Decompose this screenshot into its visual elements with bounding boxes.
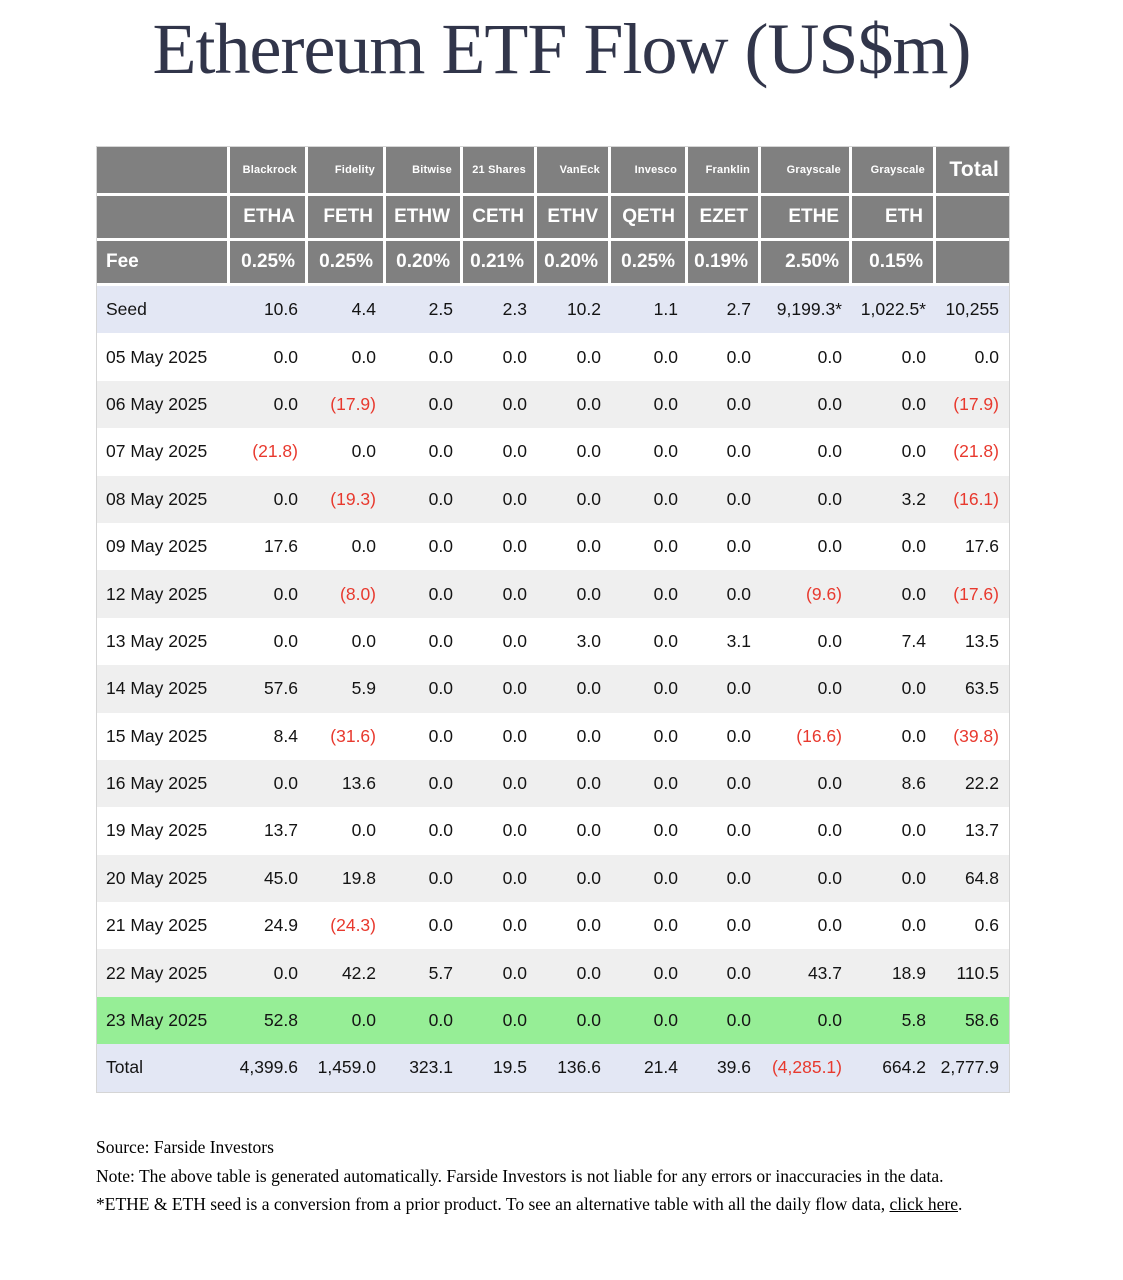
value-cell: 0.0 [688, 570, 761, 617]
table-row [97, 949, 1009, 996]
value-cell: 8.6 [852, 760, 936, 807]
value-cell: 0.0 [688, 381, 761, 428]
value-cell: 39.6 [688, 1044, 761, 1091]
value-cell: 0.0 [463, 902, 537, 949]
ticker-header: ETHE [761, 196, 852, 241]
value-cell: 0.0 [688, 807, 761, 854]
value-cell: 0.0 [761, 428, 852, 475]
value-cell: 0.0 [463, 713, 537, 760]
value-cell: 0.0 [463, 855, 537, 902]
value-cell: 0.0 [537, 523, 611, 570]
value-cell: 19.8 [308, 855, 386, 902]
row-label: 12 May 2025 [97, 570, 230, 617]
value-cell: 9,199.3* [761, 286, 852, 333]
value-cell: 13.6 [308, 760, 386, 807]
value-cell: 5.7 [386, 949, 463, 996]
value-cell: 0.0 [230, 476, 308, 523]
value-cell: 0.0 [611, 997, 688, 1044]
table-row [97, 333, 1009, 380]
source-text: Source: Farside Investors [96, 1136, 274, 1157]
row-total-cell: 64.8 [936, 855, 1009, 902]
row-label: 06 May 2025 [97, 381, 230, 428]
row-label: 05 May 2025 [97, 333, 230, 380]
table-row [97, 476, 1009, 523]
value-cell: 0.0 [611, 570, 688, 617]
value-cell: 0.0 [308, 428, 386, 475]
value-cell: 0.0 [761, 807, 852, 854]
table-row [97, 618, 1009, 665]
row-total-cell: 110.5 [936, 949, 1009, 996]
value-cell: 0.0 [688, 760, 761, 807]
fee-value: 0.15% [852, 241, 936, 286]
value-cell: 0.0 [537, 949, 611, 996]
value-cell: 0.0 [688, 665, 761, 712]
value-cell: 0.0 [386, 570, 463, 617]
footer [96, 1133, 1001, 1218]
fee-value: 0.20% [537, 241, 611, 286]
value-cell: 0.0 [537, 665, 611, 712]
fee-value: 0.25% [611, 241, 688, 286]
issuer-header: Bitwise [386, 147, 463, 196]
value-cell: 0.0 [386, 902, 463, 949]
issuer-header: Invesco [611, 147, 688, 196]
table-row-seed [97, 286, 1009, 333]
fee-row-label: Fee [97, 241, 230, 286]
value-cell: 0.0 [230, 333, 308, 380]
value-cell: 2.7 [688, 286, 761, 333]
value-cell: 0.0 [386, 807, 463, 854]
value-cell: 0.0 [688, 855, 761, 902]
issuer-header: Fidelity [308, 147, 386, 196]
row-label: 09 May 2025 [97, 523, 230, 570]
table-row-latest [97, 997, 1009, 1044]
value-cell: 0.0 [611, 618, 688, 665]
ticker-header: EZET [688, 196, 761, 241]
value-cell: 0.0 [611, 855, 688, 902]
row-label: 20 May 2025 [97, 855, 230, 902]
value-cell: 0.0 [463, 476, 537, 523]
table-row [97, 523, 1009, 570]
table-row [97, 381, 1009, 428]
value-cell: 42.2 [308, 949, 386, 996]
value-cell: 0.0 [688, 949, 761, 996]
value-cell: (9.6) [761, 570, 852, 617]
row-total-cell: 10,255 [936, 286, 1009, 333]
value-cell: 0.0 [308, 333, 386, 380]
value-cell: 0.0 [688, 713, 761, 760]
value-cell: (19.3) [308, 476, 386, 523]
value-cell: 5.9 [308, 665, 386, 712]
value-cell: 0.0 [611, 428, 688, 475]
row-total-cell: (17.9) [936, 381, 1009, 428]
value-cell: 0.0 [386, 381, 463, 428]
value-cell: 0.0 [537, 760, 611, 807]
value-cell: 0.0 [611, 902, 688, 949]
note-suffix: . [957, 1193, 963, 1214]
value-cell: 0.0 [308, 807, 386, 854]
value-cell: 0.0 [537, 428, 611, 475]
value-cell: 0.0 [761, 855, 852, 902]
value-cell: 5.8 [852, 997, 936, 1044]
value-cell: 0.0 [688, 523, 761, 570]
value-cell: 0.0 [463, 381, 537, 428]
value-cell: 18.9 [852, 949, 936, 996]
corner-cell [97, 196, 230, 241]
row-label: 23 May 2025 [97, 997, 230, 1044]
value-cell: 0.0 [230, 949, 308, 996]
table-row-total [97, 1044, 1009, 1091]
value-cell: 2.5 [386, 286, 463, 333]
value-cell: 0.0 [852, 807, 936, 854]
value-cell: 0.0 [611, 333, 688, 380]
row-total-cell: 2,777.9 [936, 1044, 1009, 1091]
value-cell: 0.0 [537, 997, 611, 1044]
value-cell: 0.0 [852, 428, 936, 475]
row-total-cell: (17.6) [936, 570, 1009, 617]
value-cell: 8.4 [230, 713, 308, 760]
value-cell: 0.0 [537, 902, 611, 949]
value-cell: 10.6 [230, 286, 308, 333]
value-cell: 43.7 [761, 949, 852, 996]
value-cell: 1.1 [611, 286, 688, 333]
value-cell: 13.7 [230, 807, 308, 854]
value-cell: (21.8) [230, 428, 308, 475]
row-label: 19 May 2025 [97, 807, 230, 854]
value-cell: 0.0 [386, 618, 463, 665]
table-row [97, 713, 1009, 760]
ticker-header: ETHA [230, 196, 308, 241]
value-cell: 0.0 [611, 665, 688, 712]
value-cell: 0.0 [463, 523, 537, 570]
value-cell: 0.0 [537, 333, 611, 380]
row-total-cell: 58.6 [936, 997, 1009, 1044]
value-cell: 0.0 [852, 333, 936, 380]
page-title: Ethereum ETF Flow (US$m) [152, 9, 971, 89]
row-total-cell: (39.8) [936, 713, 1009, 760]
value-cell: (4,285.1) [761, 1044, 852, 1091]
row-label: 16 May 2025 [97, 760, 230, 807]
value-cell: 0.0 [230, 570, 308, 617]
value-cell: 0.0 [688, 476, 761, 523]
value-cell: 0.0 [537, 381, 611, 428]
row-total-cell: 0.6 [936, 902, 1009, 949]
value-cell: 0.0 [463, 997, 537, 1044]
value-cell: 2.3 [463, 286, 537, 333]
value-cell: 1,022.5* [852, 286, 936, 333]
value-cell: 0.0 [761, 902, 852, 949]
value-cell: 7.4 [852, 618, 936, 665]
value-cell: 0.0 [761, 381, 852, 428]
value-cell: 0.0 [761, 333, 852, 380]
fee-value: 0.19% [688, 241, 761, 286]
fee-value: 0.21% [463, 241, 537, 286]
value-cell: 0.0 [852, 523, 936, 570]
value-cell: 21.4 [611, 1044, 688, 1091]
value-cell: 0.0 [230, 381, 308, 428]
table-row [97, 665, 1009, 712]
row-label: Total [97, 1044, 230, 1091]
value-cell: 0.0 [386, 997, 463, 1044]
value-cell: 0.0 [611, 713, 688, 760]
value-cell: 0.0 [537, 570, 611, 617]
value-cell: 0.0 [852, 902, 936, 949]
table-row [97, 855, 1009, 902]
value-cell: 0.0 [761, 665, 852, 712]
value-cell: 323.1 [386, 1044, 463, 1091]
row-label: 15 May 2025 [97, 713, 230, 760]
table-header [97, 147, 1009, 286]
value-cell: 0.0 [386, 855, 463, 902]
value-cell: (31.6) [308, 713, 386, 760]
table-row [97, 428, 1009, 475]
value-cell: 136.6 [537, 1044, 611, 1091]
value-cell: 0.0 [688, 997, 761, 1044]
issuer-header: 21 Shares [463, 147, 537, 196]
value-cell: 664.2 [852, 1044, 936, 1091]
ticker-header: FETH [308, 196, 386, 241]
value-cell: 0.0 [852, 665, 936, 712]
value-cell: 0.0 [230, 760, 308, 807]
value-cell: 0.0 [463, 570, 537, 617]
ticker-header: ETHV [537, 196, 611, 241]
row-total-cell: 13.5 [936, 618, 1009, 665]
row-total-cell: 0.0 [936, 333, 1009, 380]
value-cell: (16.6) [761, 713, 852, 760]
fee-value: 2.50% [761, 241, 852, 286]
value-cell: 10.2 [537, 286, 611, 333]
value-cell: 0.0 [761, 618, 852, 665]
row-label: 22 May 2025 [97, 949, 230, 996]
row-label: 13 May 2025 [97, 618, 230, 665]
row-label: 21 May 2025 [97, 902, 230, 949]
value-cell: 0.0 [386, 760, 463, 807]
value-cell: 0.0 [386, 476, 463, 523]
value-cell: (8.0) [308, 570, 386, 617]
value-cell: 0.0 [463, 618, 537, 665]
value-cell: 3.1 [688, 618, 761, 665]
value-cell: 0.0 [386, 523, 463, 570]
value-cell: 0.0 [852, 713, 936, 760]
ticker-header: QETH [611, 196, 688, 241]
value-cell: 0.0 [761, 760, 852, 807]
issuer-header: Grayscale [761, 147, 852, 196]
value-cell: 0.0 [463, 760, 537, 807]
value-cell: 0.0 [688, 428, 761, 475]
table-row [97, 570, 1009, 617]
value-cell: 0.0 [386, 665, 463, 712]
value-cell: 0.0 [463, 428, 537, 475]
value-cell: (17.9) [308, 381, 386, 428]
value-cell: 0.0 [537, 476, 611, 523]
value-cell: 0.0 [386, 713, 463, 760]
row-total-cell: (16.1) [936, 476, 1009, 523]
value-cell: 0.0 [611, 381, 688, 428]
issuer-header: Blackrock [230, 147, 308, 196]
value-cell: 0.0 [688, 902, 761, 949]
click-here-link[interactable]: click here [889, 1193, 958, 1214]
value-cell: 0.0 [761, 523, 852, 570]
value-cell: 0.0 [537, 807, 611, 854]
value-cell: 0.0 [761, 476, 852, 523]
value-cell: 0.0 [308, 523, 386, 570]
value-cell: 0.0 [611, 760, 688, 807]
value-cell: 0.0 [611, 476, 688, 523]
ticker-header: ETH [852, 196, 936, 241]
corner-cell [936, 196, 1009, 241]
value-cell: 45.0 [230, 855, 308, 902]
row-total-cell: 13.7 [936, 807, 1009, 854]
value-cell: 1,459.0 [308, 1044, 386, 1091]
value-cell: 0.0 [611, 523, 688, 570]
ticker-header: CETH [463, 196, 537, 241]
note-text [96, 1162, 1001, 1218]
row-label: Seed [97, 286, 230, 333]
value-cell: 0.0 [688, 333, 761, 380]
value-cell: 0.0 [463, 665, 537, 712]
fee-row [97, 241, 1009, 286]
table-body [97, 286, 1009, 1092]
value-cell: 0.0 [852, 855, 936, 902]
value-cell: 0.0 [386, 428, 463, 475]
fee-value: 0.25% [230, 241, 308, 286]
value-cell: 17.6 [230, 523, 308, 570]
value-cell: 57.6 [230, 665, 308, 712]
row-total-cell: 22.2 [936, 760, 1009, 807]
value-cell: 24.9 [230, 902, 308, 949]
value-cell: 0.0 [463, 333, 537, 380]
table-row [97, 807, 1009, 854]
row-total-cell: 17.6 [936, 523, 1009, 570]
fee-value: 0.25% [308, 241, 386, 286]
value-cell: 0.0 [852, 381, 936, 428]
value-cell: 4.4 [308, 286, 386, 333]
value-cell: 0.0 [463, 949, 537, 996]
row-total-cell: 63.5 [936, 665, 1009, 712]
value-cell: 0.0 [308, 618, 386, 665]
value-cell: 0.0 [537, 855, 611, 902]
row-label: 07 May 2025 [97, 428, 230, 475]
value-cell: 0.0 [611, 807, 688, 854]
value-cell: 4,399.6 [230, 1044, 308, 1091]
value-cell: 0.0 [386, 333, 463, 380]
value-cell: 0.0 [852, 570, 936, 617]
value-cell: 0.0 [611, 949, 688, 996]
ticker-header: ETHW [386, 196, 463, 241]
issuer-header-row [97, 147, 1009, 196]
table-row [97, 902, 1009, 949]
value-cell: 0.0 [230, 618, 308, 665]
corner-cell [936, 241, 1009, 286]
value-cell: 3.0 [537, 618, 611, 665]
value-cell: 0.0 [308, 997, 386, 1044]
row-label: 14 May 2025 [97, 665, 230, 712]
row-total-cell: (21.8) [936, 428, 1009, 475]
issuer-header: VanEck [537, 147, 611, 196]
note-prefix: Note: The above table is generated automatically. Farside Investors is not liable for any errors or inaccuracies in the data. *ETHE & ETH seed is a conversion from a prior product. To see an alternative table with all the daily flow data, [96, 1165, 944, 1214]
corner-cell [97, 147, 230, 196]
ticker-header-row [97, 196, 1009, 241]
value-cell: 19.5 [463, 1044, 537, 1091]
total-column-header: Total [936, 147, 1009, 196]
row-label: 08 May 2025 [97, 476, 230, 523]
value-cell: 0.0 [537, 713, 611, 760]
value-cell: 0.0 [761, 997, 852, 1044]
value-cell: 52.8 [230, 997, 308, 1044]
value-cell: 0.0 [463, 807, 537, 854]
etf-flow-table [96, 146, 1010, 1093]
issuer-header: Franklin [688, 147, 761, 196]
value-cell: 3.2 [852, 476, 936, 523]
table-row [97, 760, 1009, 807]
issuer-header: Grayscale [852, 147, 936, 196]
fee-value: 0.20% [386, 241, 463, 286]
value-cell: (24.3) [308, 902, 386, 949]
